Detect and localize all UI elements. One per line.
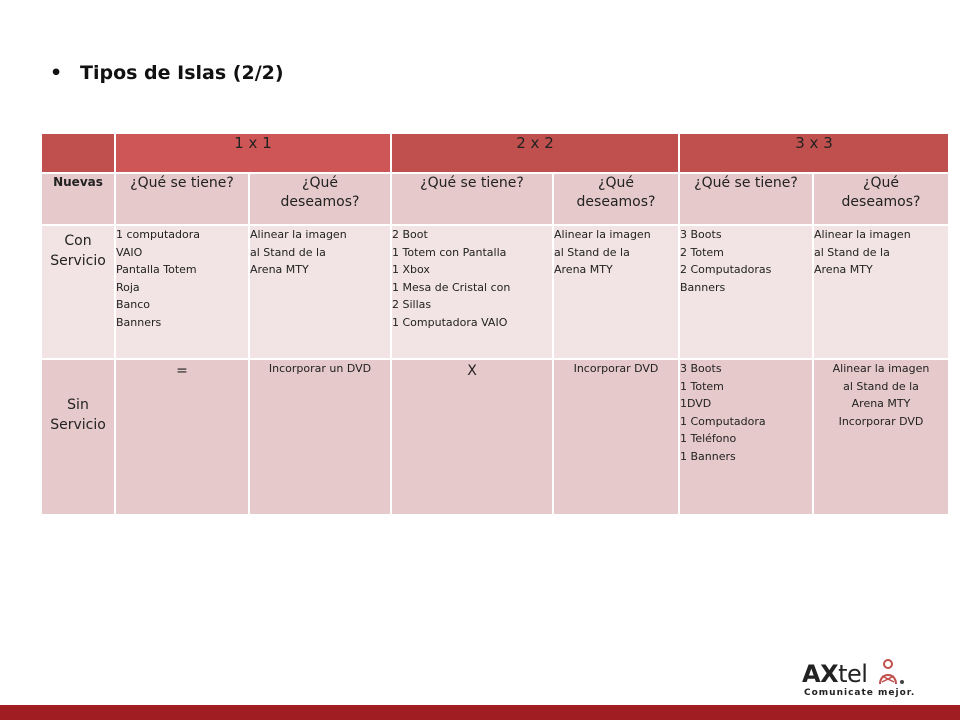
- cell-line: 2 Totem: [680, 245, 724, 259]
- cell-line: Arena MTY: [851, 397, 911, 411]
- row-label-sin-servicio: Sin Servicio: [41, 359, 115, 515]
- cell-con-2x2-tiene: [391, 225, 553, 359]
- bullet: •: [50, 62, 63, 84]
- subheader-deseamos-3x3: ¿Qué deseamos?: [813, 173, 949, 225]
- subheader-row: [41, 173, 949, 225]
- row-label-con-servicio: Con Servicio: [41, 225, 115, 359]
- cell-line: Banners: [116, 315, 162, 329]
- title-text: Tipos de Islas (2/2): [80, 62, 284, 84]
- cell-line: 2 Boot: [392, 228, 428, 241]
- cell-sin-1x1-desea: Incorporar un DVD: [249, 359, 391, 515]
- cell-line: 1 Totem: [680, 379, 724, 393]
- cell-line: 1 computadora: [116, 228, 200, 241]
- cell-line: Pantalla Totem: [116, 263, 197, 277]
- cell-line: Alinear la imagen: [250, 228, 347, 241]
- cell-line: Alinear la imagen: [554, 228, 651, 241]
- header-row: [41, 133, 949, 173]
- cell-line: 2 Computadoras: [680, 263, 772, 277]
- subheader-deseamos-1x1: ¿Qué deseamos?: [249, 173, 391, 225]
- logo-tagline: Comunicate mejor.: [804, 688, 916, 698]
- cell-line: al Stand de la: [554, 245, 630, 259]
- subheader-tiene-3x3: ¿Qué se tiene?: [679, 173, 813, 225]
- table-row-con-servicio: [41, 225, 949, 359]
- cell-line: Alinear la imagen: [832, 362, 930, 375]
- cell-line: Roja: [116, 280, 140, 294]
- cell-sin-2x2-desea: Incorporar DVD: [553, 359, 679, 515]
- subheader-tiene-2x2: ¿Qué se tiene?: [391, 173, 553, 225]
- axtel-logo: [800, 658, 920, 702]
- cell-con-1x1-tiene: [115, 225, 249, 359]
- cell-line: VAIO: [116, 245, 143, 259]
- header-corner: [41, 133, 115, 173]
- header-1x1: 1 x 1: [115, 133, 391, 173]
- cell-sin-1x1-tiene: =: [115, 359, 249, 515]
- cell-line: 3 Boots: [680, 228, 722, 241]
- cell-line: Arena MTY: [250, 263, 309, 277]
- table-row-sin-servicio: [41, 359, 949, 515]
- subheader-tiene-1x1: ¿Qué se tiene?: [115, 173, 249, 225]
- cell-sin-3x3-tiene: [679, 359, 813, 515]
- cell-line: 1 Computadora VAIO: [392, 315, 508, 329]
- cell-line: 1 Totem con Pantalla: [392, 245, 507, 259]
- cell-line: Arena MTY: [814, 263, 873, 277]
- header-3x3: 3 x 3: [679, 133, 949, 173]
- cell-line: 3 Boots: [680, 362, 722, 375]
- cell-line: Arena MTY: [554, 263, 613, 277]
- cell-line: Incorporar DVD: [838, 414, 924, 428]
- cell-line: al Stand de la: [814, 245, 890, 259]
- cell-line: 2 Sillas: [392, 298, 432, 312]
- cell-line: Banners: [680, 280, 726, 294]
- cell-line: 1 Mesa de Cristal con: [392, 280, 511, 294]
- cell-line: Banco: [116, 298, 151, 312]
- header-2x2: 2 x 2: [391, 133, 679, 173]
- cell-con-3x3-desea: [813, 225, 949, 359]
- slide-title: [50, 62, 284, 84]
- cell-con-1x1-desea: [249, 225, 391, 359]
- logo-wordmark: AXtel: [802, 660, 868, 688]
- subheader-deseamos-2x2: ¿Qué deseamos?: [553, 173, 679, 225]
- cell-sin-2x2-tiene: X: [391, 359, 553, 515]
- cell-line: al Stand de la: [250, 245, 326, 259]
- cell-line: 1 Teléfono: [680, 432, 737, 446]
- cell-con-3x3-tiene: [679, 225, 813, 359]
- cell-line: 1DVD: [680, 397, 712, 411]
- cell-sin-3x3-desea: [813, 359, 949, 515]
- cell-line: 1 Banners: [680, 449, 736, 463]
- cell-line: al Stand de la: [843, 379, 919, 393]
- cell-con-2x2-desea: [553, 225, 679, 359]
- logo-figure-icon: [876, 658, 910, 688]
- islas-table: [40, 132, 950, 516]
- cell-line: Alinear la imagen: [814, 228, 911, 241]
- nuevas-label: Nuevas: [41, 173, 115, 225]
- bottom-bar: [0, 705, 960, 720]
- cell-line: 1 Computadora: [680, 414, 766, 428]
- cell-line: 1 Xbox: [392, 263, 430, 277]
